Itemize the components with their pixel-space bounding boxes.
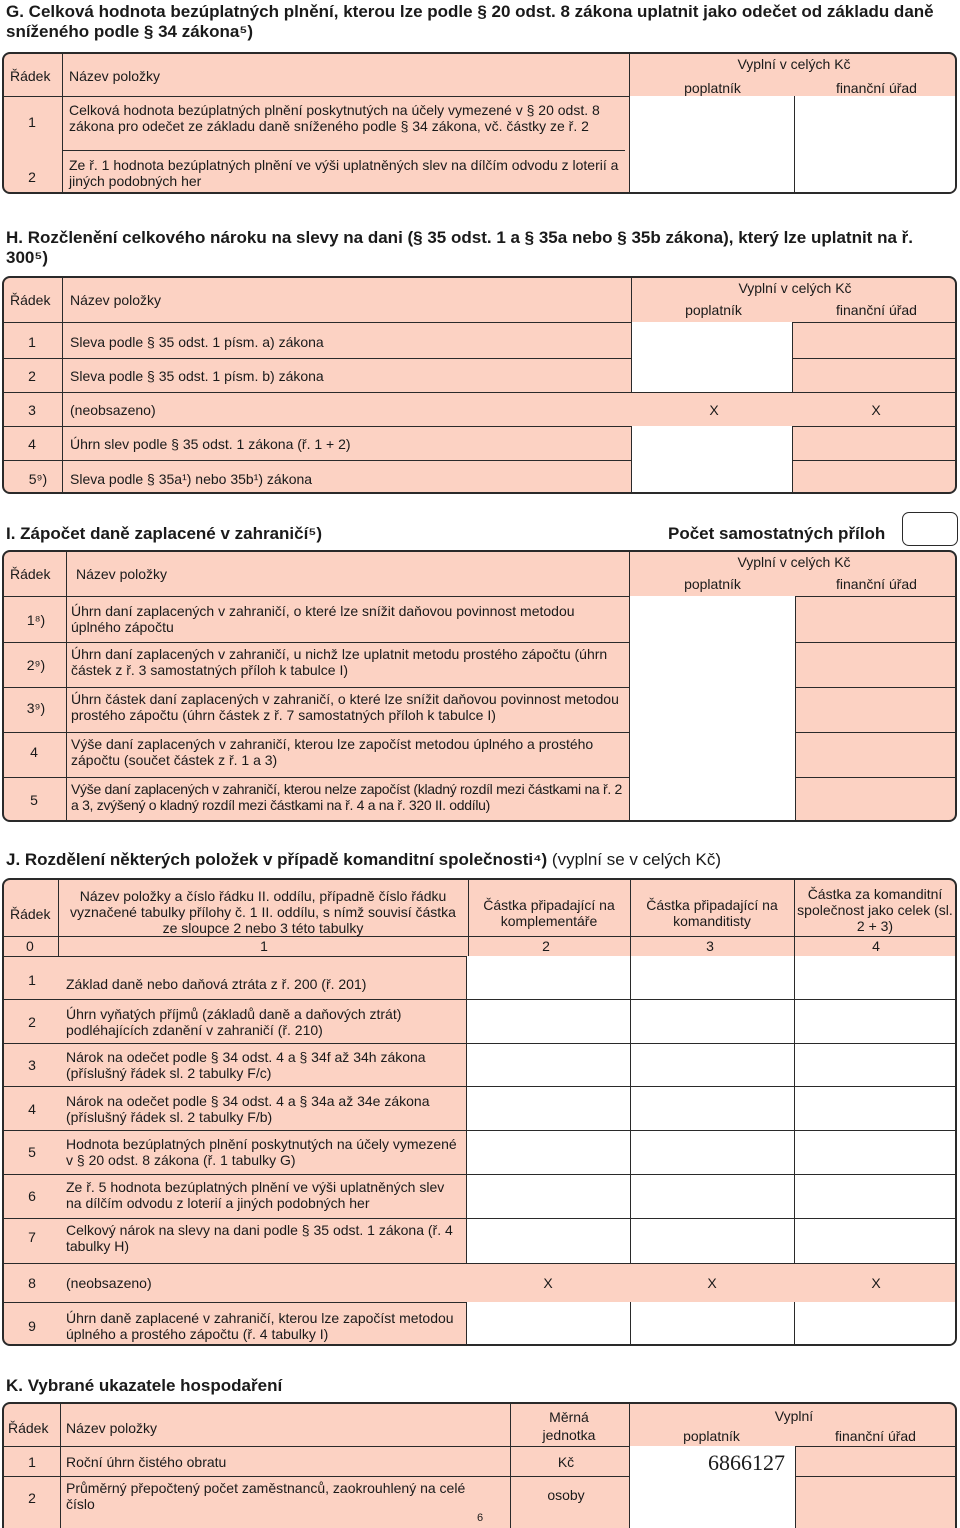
col-fill-header: Vyplní v celých Kč <box>737 554 851 570</box>
g-office-input[interactable] <box>794 96 957 194</box>
h-row4-taxpayer-input[interactable] <box>631 426 793 460</box>
section-j-title <box>6 850 721 870</box>
attachments-count-input[interactable] <box>902 512 958 546</box>
k-row2-taxpayer-input[interactable] <box>629 1476 796 1528</box>
table-g <box>2 52 957 194</box>
table-k <box>2 1402 957 1528</box>
g-taxpayer-input[interactable] <box>629 96 796 194</box>
row-number: 5 <box>30 792 38 808</box>
row-text: Výše daní zaplacených v zahraničí, kterou lze započíst metodou úplného a prostého zápočtu (součet částek z ř. 1 a 3) <box>71 736 594 768</box>
col-comp-header: Částka připadající na komplementáře <box>483 897 615 929</box>
row-number: 2 <box>28 169 36 185</box>
row-text: Úhrn slev podle § 35 odst. 1 zákona (ř. 1 + 2) <box>70 436 351 452</box>
col-row-header: Řádek <box>10 292 51 308</box>
row-text: Sleva podle § 35a¹) nebo 35b¹) zákona <box>70 471 313 487</box>
section-j-title-main: J. Rozdělení některých položek v případě komanditní společnosti⁴) <box>6 850 548 869</box>
row-number: 2 <box>28 1014 36 1030</box>
row-text: Průměrný přepočtený počet zaměstnanců, zaokrouhlený na celé číslo <box>66 1480 466 1512</box>
row-number: 1⁸) <box>26 612 46 628</box>
i-row4-taxpayer-input[interactable] <box>629 732 796 777</box>
h-row5-taxpayer-input[interactable] <box>631 460 793 494</box>
row-number: 9 <box>28 1318 36 1334</box>
row-unit: osoby <box>547 1487 585 1503</box>
row-text: Základ daně nebo daňová ztráta z ř. 200 (ř. 201) <box>66 976 367 992</box>
col-kom-header: Částka připadající na komanditisty <box>646 897 778 929</box>
row-text: Roční úhrn čistého obratu <box>66 1454 227 1470</box>
row-number: 4 <box>28 1101 36 1117</box>
i-row3-taxpayer-input[interactable] <box>629 687 796 732</box>
i-row1-taxpayer-input[interactable] <box>629 596 796 642</box>
row-text: Úhrn vyňatých příjmů (základů daně a daňových ztrát) podléhajících zdanění v zahraničí (ř. 210) <box>66 1006 402 1038</box>
col-fill-header: Vyplní v celých Kč <box>737 56 851 72</box>
col-taxpayer-header: poplatník <box>684 80 741 96</box>
row-number: 7 <box>28 1229 36 1245</box>
row-text: Úhrn částek daní zaplacených v zahraničí, o které lze snížit daňovou povinnost metodou prostého zápočtu (úhrn částek z ř. 7 samostatných příloh k tabulce I) <box>71 691 619 723</box>
row-text: Sleva podle § 35 odst. 1 písm. b) zákona <box>70 368 324 384</box>
col-office-header: finanční úřad <box>836 302 917 318</box>
i-row5-taxpayer-input[interactable] <box>629 777 796 822</box>
x-mark: X <box>543 1275 553 1291</box>
row-number: 1 <box>28 972 36 988</box>
row-number: 2⁹) <box>26 657 46 673</box>
row-text: Ze ř. 5 hodnota bezúplatných plnění ve výši uplatněných slev na dílčím odvodu z loterií a jiných podobných her <box>66 1179 445 1211</box>
row-text: Celkový nárok na slevy na dani podle § 35 odst. 1 zákona (ř. 4 tabulky H) <box>66 1222 453 1254</box>
col-office-header: finanční úřad <box>835 1428 916 1444</box>
col-office-header: finanční úřad <box>836 80 917 96</box>
section-j-title-note: (vyplní se v celých Kč) <box>551 850 722 869</box>
row-text: Úhrn daní zaplacených v zahraničí, o které lze snížit daňovou povinnost metodou úplného zápočtu <box>71 603 575 635</box>
row-number: 2 <box>28 368 36 384</box>
row-unit: Kč <box>557 1454 575 1470</box>
col-total-header: Částka za komanditní společnost jako celek (sl. 2 + 3) <box>797 886 953 934</box>
row-text: Sleva podle § 35 odst. 1 písm. a) zákona <box>70 334 324 350</box>
row-text: Celková hodnota bezúplatných plnění poskytnutých na účely vymezené v § 20 odst. 8 zákona pro odečet ze základu daně sníženého podle § 34 zákona, vč. částky ze ř. 2 <box>69 102 600 134</box>
x-mark: X <box>871 402 881 418</box>
row-number: 3⁹) <box>26 700 46 716</box>
row-text: Nárok na odečet podle § 34 odst. 4 a § 34f až 34h zákona (příslušný řádek sl. 2 tabulky F/c) <box>66 1049 426 1081</box>
col-num-4: 4 <box>872 938 880 954</box>
row-number: 1 <box>28 1454 36 1470</box>
j-row9-input[interactable] <box>466 1302 957 1346</box>
row-number: 6 <box>28 1188 36 1204</box>
row-text: Úhrn daní zaplacených v zahraničí, u nichž lze uplatnit metodu prostého zápočtu (úhrn částek z ř. 3 samostatných příloh k tabulce I) <box>71 646 608 678</box>
row-number: 5 <box>28 1144 36 1160</box>
row-number: 1 <box>28 114 36 130</box>
row-number: 1 <box>28 334 36 350</box>
row-number: 4 <box>30 744 38 760</box>
row-text: Hodnota bezúplatných plnění poskytnutých na účely vymezené v § 20 odst. 8 zákona (ř. 1 tabulky G) <box>66 1136 457 1168</box>
row-number: 8 <box>28 1275 36 1291</box>
section-h-title: H. Rozčlenění celkového nároku na slevy na dani (§ 35 odst. 1 a § 35a nebo § 35b zákona), který lze uplatnit na ř. 300⁵) <box>6 228 913 267</box>
col-fill-header: Vyplní <box>774 1408 814 1424</box>
col-taxpayer-header: poplatník <box>684 576 741 592</box>
row-number: 3 <box>28 402 36 418</box>
x-mark: X <box>871 1275 881 1291</box>
table-h <box>2 276 957 494</box>
section-g-title: G. Celková hodnota bezúplatných plnění, kterou lze podle § 20 odst. 8 zákona uplatnit jako odečet od základu daně sníženého podle § 34 zákona⁵) <box>6 2 934 41</box>
col-name-header: Název položky <box>70 292 162 308</box>
k-row1-taxpayer-input[interactable] <box>629 1446 796 1476</box>
col-name-header: Název položky a číslo řádku II. oddílu, případně číslo řádku vyznačené tabulky přílohy č. 1 II. oddílu, s nímž souvisí částka ze sloupce 2 nebo 3 této tabulky <box>70 888 456 936</box>
col-taxpayer-header: poplatník <box>683 1428 740 1444</box>
row-text: Úhrn daně zaplacené v zahraničí, kterou lze započíst metodou úplného a prostého zápočtu (ř. 4 tabulky I) <box>66 1310 454 1342</box>
row-number: 3 <box>28 1057 36 1073</box>
h-row1-taxpayer-input[interactable] <box>631 322 793 358</box>
page-number: 6 <box>476 1512 484 1524</box>
j-input-block[interactable] <box>466 956 957 1263</box>
table-j <box>2 878 957 1346</box>
row-text: (neobsazeno) <box>66 1275 152 1291</box>
i-row2-taxpayer-input[interactable] <box>629 642 796 687</box>
col-fill-header: Vyplní v celých Kč <box>738 280 852 296</box>
section-i-title: I. Zápočet daně zaplacené v zahraničí⁵) <box>6 524 322 543</box>
row-text: (neobsazeno) <box>70 402 156 418</box>
x-mark: X <box>707 1275 717 1291</box>
col-row-header: Řádek <box>10 566 51 582</box>
col-num-3: 3 <box>706 938 714 954</box>
col-row-header: Řádek <box>10 906 51 922</box>
row-text: Nárok na odečet podle § 34 odst. 4 a § 34a až 34e zákona (příslušný řádek sl. 2 tabulky F/b) <box>66 1093 430 1125</box>
attachments-label: Počet samostatných příloh <box>668 524 886 543</box>
col-row-header: Řádek <box>10 68 51 84</box>
col-name-header: Název položky <box>69 68 161 84</box>
col-num-1: 1 <box>260 938 268 954</box>
col-num-0: 0 <box>26 938 34 954</box>
section-k-title: K. Vybrané ukazatele hospodaření <box>6 1376 283 1395</box>
row-text: Ze ř. 1 hodnota bezúplatných plnění ve výši uplatněných slev na dílčím odvodu z loterií a jiných podobných her <box>69 157 619 189</box>
row-number: 2 <box>28 1490 36 1506</box>
col-taxpayer-header: poplatník <box>685 302 742 318</box>
col-unit-header: Měrná jednotka <box>542 1409 596 1443</box>
row-text: Výše daní zaplacených v zahraničí, kterou nelze započíst (kladný rozdíl mezi částkami na ř. 2 a 3, zvýšený o kladný rozdíl mezi částkami na ř. 4 a na ř. 320 II. oddílu) <box>71 781 623 813</box>
row-number: 4 <box>28 436 36 452</box>
col-row-header: Řádek <box>8 1420 49 1436</box>
x-mark: X <box>709 402 719 418</box>
col-num-2: 2 <box>542 938 550 954</box>
row-number: 5⁹) <box>28 471 48 487</box>
col-name-header: Název položky <box>76 566 168 582</box>
h-row2-taxpayer-input[interactable] <box>631 358 793 392</box>
col-name-header: Název položky <box>66 1420 158 1436</box>
k-row1-value: 6866127 <box>708 1450 785 1475</box>
table-i <box>2 550 957 822</box>
col-office-header: finanční úřad <box>836 576 917 592</box>
